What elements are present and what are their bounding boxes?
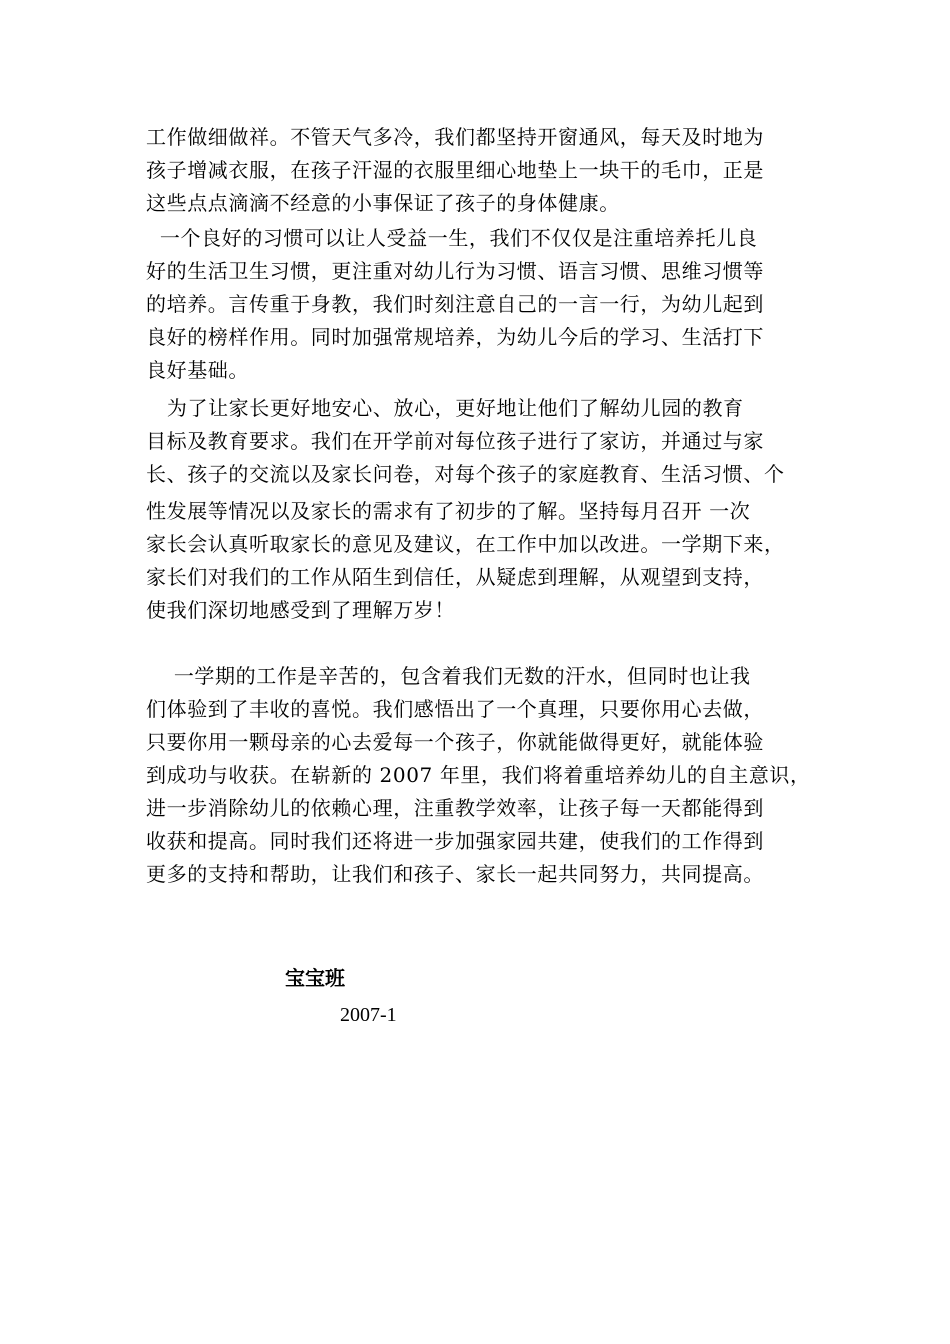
paragraph-line: 的培养。言传重于身教，我们时刻注意自己的一言一行，为幼儿起到 (146, 292, 764, 316)
paragraph-line: 只要你用一颗母亲的心去爱每一个孩子，你就能做得更好，就能体验 (146, 730, 764, 754)
paragraph-line: 性发展等情况以及家长的需求有了初步的了解。坚持每月召开 一次 (146, 499, 751, 523)
signature-class-name: 宝宝班 (285, 966, 345, 990)
paragraph-line: 更多的支持和帮助，让我们和孩子、家长一起共同努力，共同提高。 (146, 862, 764, 886)
paragraph-line: 家长会认真听取家长的意见及建议，在工作中加以改进。一学期下来， (146, 532, 785, 556)
paragraph-line: 为了让家长更好地安心、放心，更好地让他们了解幼儿园的教育 (146, 396, 744, 420)
signature-date: 2007-1 (340, 1004, 397, 1026)
paragraph-line: 良好的榜样作用。同时加强常规培养，为幼儿今后的学习、生活打下 (146, 325, 764, 349)
paragraph-line: 长、孩子的交流以及家长问卷，对每个孩子的家庭教育、生活习惯、个 (146, 462, 785, 486)
paragraph-2 (146, 222, 826, 387)
paragraph-line: 好的生活卫生习惯，更注重对幼儿行为习惯、语言习惯、思维习惯等 (146, 259, 764, 283)
paragraph-line: 到成功与收获。在崭新的 2007 年里，我们将着重培养幼儿的自主意识， (146, 763, 811, 787)
paragraph-3 (146, 392, 826, 627)
paragraph-line: 工作做细做祥。不管天气多冷，我们都坚持开窗通风，每天及时地为 (146, 125, 764, 149)
paragraph-line: 目标及教育要求。我们在开学前对每位孩子进行了家访，并通过与家 (146, 429, 764, 453)
paragraph-line: 孩子增减衣服，在孩子汗湿的衣服里细心地垫上一块干的毛巾，正是 (146, 158, 764, 182)
paragraph-line: 使我们深切地感受到了理解万岁！ (146, 598, 455, 622)
paragraph-line: 进一步消除幼儿的依赖心理，注重教学效率，让孩子每一天都能得到 (146, 796, 764, 820)
paragraph-line: 收获和提高。同时我们还将进一步加强家园共建，使我们的工作得到 (146, 829, 764, 853)
paragraph-line: 一个良好的习惯可以让人受益一生，我们不仅仅是注重培养托儿良 (146, 226, 758, 250)
paragraph-line: 一学期的工作是辛苦的，包含着我们无数的汗水，但同时也让我 (146, 664, 751, 688)
paragraph-1 (146, 121, 826, 220)
paragraph-line: 家长们对我们的工作从陌生到信任，从疑虑到理解，从观望到支持， (146, 565, 764, 589)
paragraph-line: 良好基础。 (146, 358, 249, 382)
paragraph-line: 这些点点滴滴不经意的小事保证了孩子的身体健康。 (146, 191, 620, 215)
paragraph-line: 们体验到了丰收的喜悦。我们感悟出了一个真理，只要你用心去做， (146, 697, 764, 721)
paragraph-4 (146, 660, 826, 891)
